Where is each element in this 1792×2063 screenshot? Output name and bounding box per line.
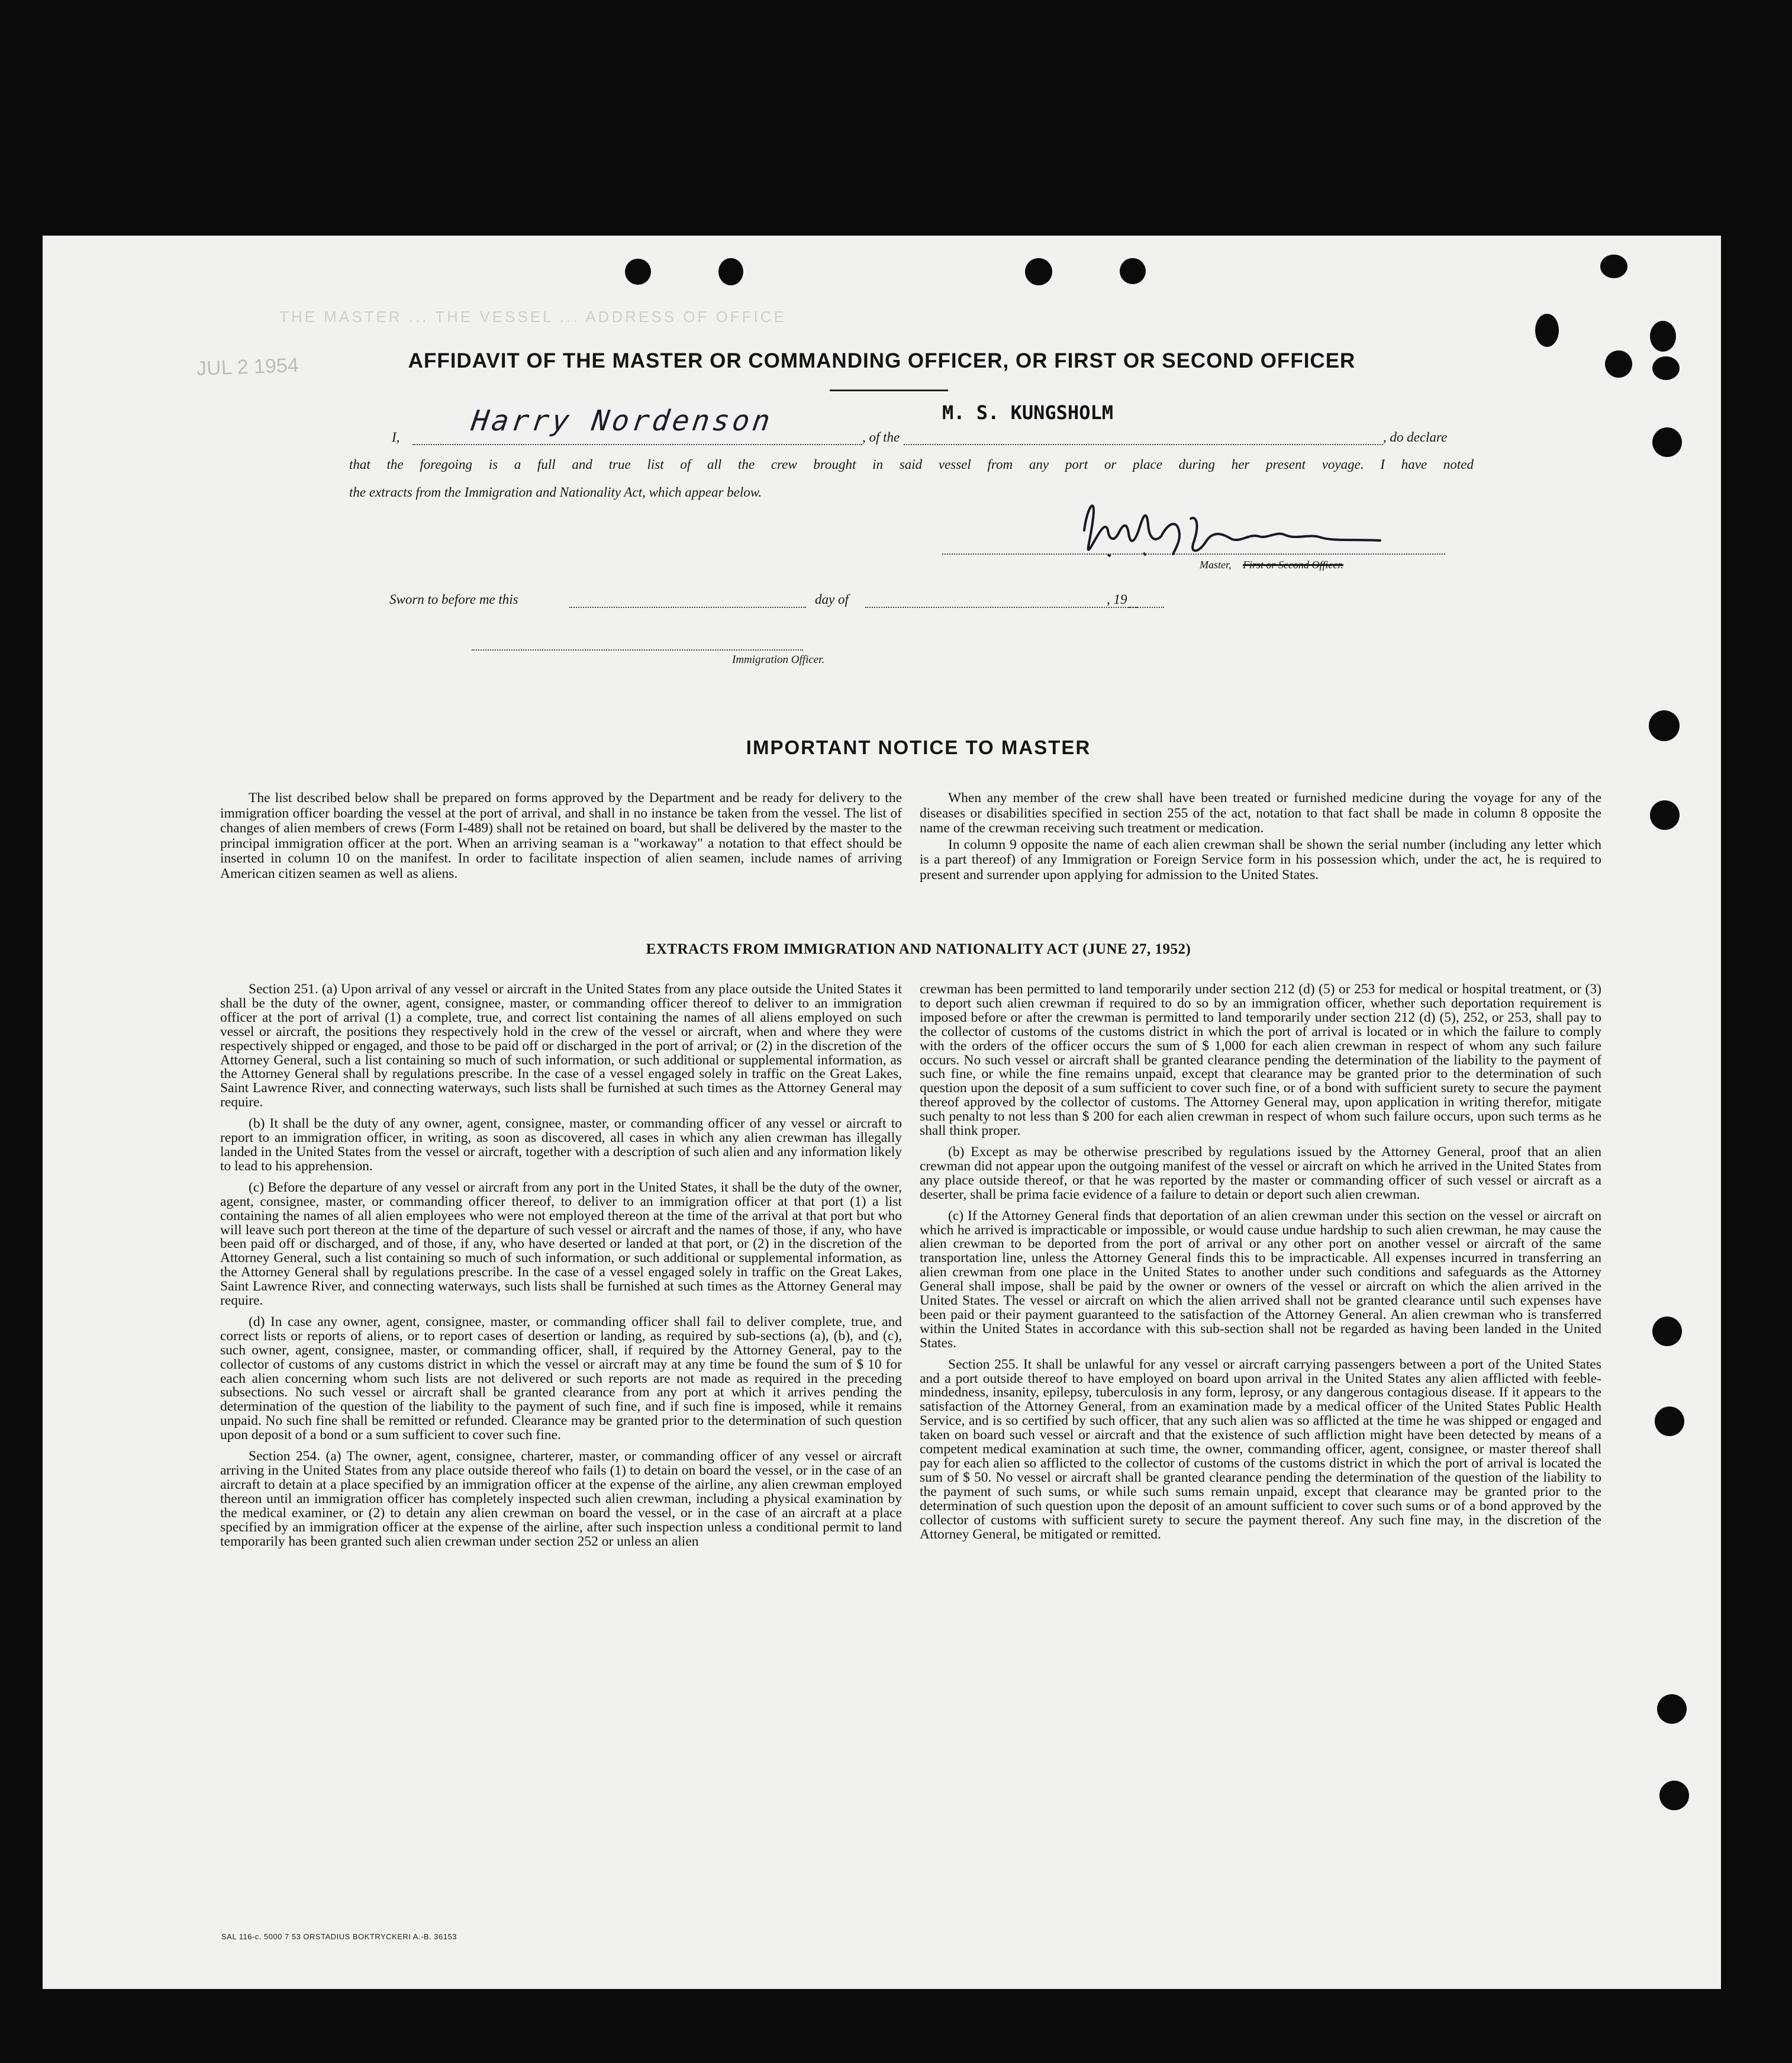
- section-251-c: (c) Before the departure of any vessel or aircraft from any port in the United States, it shall be the duty of the owner, agent, consignee, master, or commanding officer thereof, to deliver to an immigration officer at that port (1) a list containing the names of all alien employees who were not employed thereon at the time of the arrival at that port but who will leave such port thereon at the time of the departure of such vessel or aircraft and the names of those, if any, who have been paid off or discharged, and of those, if any, who have deserted or landed at that port, or (2) in the discretion of the Attorney General, such a list containing so much of such information, or such additional or supplemental information, as the Attorney General shall by regulations prescribe. In the case of a vessel engaged solely in traffic on the Great Lakes, Saint Lawrence River, and connecting waterways, such lists shall be furnished at such times as the Attorney General may require.: [220, 1179, 902, 1309]
- punch-hole: [1025, 258, 1052, 285]
- punch-hole: [1652, 356, 1680, 380]
- form-code-footer: SAL 116-c. 5000 7 53 ORSTADIUS BOKTRYCKERI A.-B. 36153: [221, 1932, 457, 1941]
- punch-hole: [1535, 314, 1559, 347]
- notice-right-paragraphs: [920, 791, 1601, 890]
- section-251-b: (b) It shall be the duty of any owner, agent, consignee, master, or commanding officer of any vessel or aircraft to report to an immigration officer, in writing, as soon as discovered, all cases in which any alien crewman has illegally landed in the United States from the vessel or aircraft, together with a description of such alien and any information likely to lead to his apprehension.: [220, 1116, 902, 1174]
- section-251-d: (d) In case any owner, agent, consignee, master, or commanding officer shall fail to deliver complete, true, and correct lists or reports of aliens, or to report cases of desertion or landing, as required by sub-sections (a), (b), and (c), such owner, agent, consignee, master, or commanding officer, shall, if required by the Attorney General, pay to the collector of customs of any customs district in which the vessel or aircraft may at any time be found the sum of $ 10 for each alien concerning whom such lists are not delivered or such reports are not made as required in the preceding subsections. No such vessel or aircraft shall be granted clearance from any port at which it arrives pending the determination of the question of the liability to the payment of such fine, and if such fine is imposed, while it remains unpaid. No such fine shall be remitted or refunded. Clearance may be granted prior to the determination of such question upon deposit of a bond or a sum sufficient to cover such fine.: [220, 1314, 902, 1443]
- of-the-text: , of the: [862, 430, 900, 445]
- notice-left-paragraph: [220, 791, 902, 889]
- punch-hole: [1649, 710, 1680, 741]
- declaration-line-3: the extracts from the Immigration and Nationality Act, which appear below.: [349, 485, 762, 500]
- vessel-name-line: [904, 444, 1383, 445]
- section-254-a: Section 254. (a) The owner, agent, consignee, charterer, master, or commanding officer of any vessel or aircraft arriving in the United States from any place outside thereof who fails (1) to detain on board the vessel, or in the case of an aircraft to detain at a place specified by an immigration officer at the expense of the airline, any alien crewman employed thereon until an immigration officer has completely inspected such alien crewman, including a physical examination by the medical examiner, or (2) to detain any alien crewman on board the vessel, or in the case of an aircraft at a place specified by an immigration officer at the expense of the airline, after such inspection unless a conditional permit to land temporarily has been granted such alien crewman under section 252 or unless an alien: [220, 1449, 902, 1549]
- punch-hole: [625, 259, 651, 285]
- punch-hole: [1650, 321, 1676, 352]
- day-of-text: day of: [815, 592, 849, 607]
- notice-left-text: The list described below shall be prepared on forms approved by the Department and be ready for delivery to the immigration officer boarding the vessel at the port of arrival, and shall in no instance be taken from the vessel. The list of changes of alien members of crews (Form I-489) shall not be retained on board, but shall be delivered by the master to the principal immigration officer at the port. When an arriving seaman is a "workaway" a notation to that effect should be inserted in column 10 on the manifest. In order to facilitate inspection of alien seamen, include names of arriving American citizen seamen as well as aliens.: [220, 790, 902, 881]
- punch-hole: [1600, 255, 1627, 278]
- section-255: Section 255. It shall be unlawful for any vessel or aircraft carrying passengers between a port of the United States and a port outside thereof to have employed on board upon arrival in the United States any alien afflicted with feeble-mindedness, insanity, epilepsy, tuberculosis in any form, leprosy, or any dangerous contagious disease. If it appears to the satisfaction of the Attorney General, from an examination made by a medical officer of the United States Public Health Service, and is so certified by such officer, that any such alien was so afflicted at the time he was shipped or engaged and taken on board such vessel or aircraft and that the existence of such affliction might have been detected by means of a competent medical examination at such time, the owner, commanding officer, agent, consignee, or master thereof shall pay for each alien so afflicted to the collector of customs of the customs district in which the port of arrival is located the sum of $ 50. No vessel or aircraft shall be granted clearance pending the determination of the question of the liability to the payment of such sums, or while such sums remain unpaid, except that clearance may be granted prior to the determination of such question upon the deposit of an amount sufficient to cover such sums or of a bond approved by the collector of customs with sufficient surety to secure the payment thereof. Any such fine may, in the discretion of the Attorney General, be mitigated or remitted.: [920, 1356, 1601, 1542]
- extracts-right-column: [920, 983, 1601, 1549]
- punch-hole: [1650, 800, 1680, 830]
- officer-label: Immigration Officer.: [732, 654, 825, 666]
- notice-heading: IMPORTANT NOTICE TO MASTER: [746, 736, 1091, 758]
- sworn-prefix: Sworn to before me this: [389, 592, 518, 607]
- vessel-name: M. S. KUNGSHOLM: [942, 401, 1113, 424]
- extracts-heading: EXTRACTS FROM IMMIGRATION AND NATIONALITY ACT (JUNE 27, 1952): [646, 941, 1191, 957]
- punch-hole: [1655, 1407, 1684, 1436]
- extracts-left-column: [220, 983, 902, 1556]
- sworn-date-line: [569, 607, 806, 608]
- signature-line: [942, 553, 1445, 555]
- declarant-name-line: [412, 444, 862, 445]
- sworn-month-line: [865, 607, 1137, 608]
- section-254-c: (c) If the Attorney General finds that deportation of an alien crewman under this section on the vessel or aircraft on which he arrived is impracticable or impossible, or would cause undue hardship to such alien crewman, he may cause the alien crewman to be deported from the port of arrival or any other port on another vessel or aircraft of the same transportation line, unless the Attorney General finds this to be impracticable. All expenses incurred in transferring an alien crewman from one place in the United States to another under such conditions and safeguards as the Attorney General shall impose, shall be paid by the owner or owners of the vessel or aircraft on which the alien arrived in the United States. The vessel or aircraft on which the alien arrived shall not be granted clearance until such expenses have been paid or their payment guaranteed to the satisfaction of the Attorney General. An alien crewman who is transferred within the United States in accordance with this sub-section shall not be regarded as having been landed in the United States.: [920, 1208, 1601, 1351]
- punch-hole: [1657, 1694, 1687, 1724]
- document-page: [43, 236, 1721, 1989]
- officer-signature-line: [472, 649, 803, 651]
- declarant-prefix: I,: [392, 430, 400, 445]
- notice-right-text-1: When any member of the crew shall have been treated or furnished medicine during the voyage for any of the diseases or disabilities specified in section 255 of the act, notation to that fact shall be made in column 8 opposite the name of the crewman receiving such treatment or medication.: [920, 790, 1601, 836]
- affidavit-title: AFFIDAVIT OF THE MASTER OR COMMANDING OFFICER, OR FIRST OR SECOND OFFICER: [408, 349, 1356, 372]
- year-prefix: , 19: [1107, 592, 1127, 607]
- faded-header-text: THE MASTER ... THE VESSEL ... ADDRESS OF OFFICE: [279, 308, 787, 326]
- do-declare-text: , do declare: [1383, 430, 1448, 445]
- declarant-name: Harry Nordenson: [469, 404, 775, 437]
- sworn-year-line: [1129, 607, 1164, 608]
- title-divider: [830, 390, 948, 391]
- notice-right-text-2: In column 9 opposite the name of each alien crewman shall be shown the serial number (including any letter which is a part thereof) of any Immigration or Foreign Service form in his possession which, under the act, he is required to present and surrender upon applying for admission to the United States.: [920, 836, 1601, 883]
- faded-date-stamp: JUL 2 1954: [196, 353, 299, 381]
- punch-hole: [1652, 1317, 1682, 1346]
- punch-hole: [1652, 427, 1682, 457]
- punch-hole: [1605, 350, 1632, 378]
- signature-label-master: Master,: [1200, 559, 1232, 571]
- section-251-a: Section 251. (a) Upon arrival of any vessel or aircraft in the United States from any place outside the United States it shall be the duty of the owner, agent, consignee, master, or commanding officer thereof to deliver to an immigration officer at the port of arrival (1) a complete, true, and correct list containing the names of all aliens employed on such vessel or aircraft, the positions they respectively hold in the crew of the vessel or aircraft, when and where they were respectively shipped or engaged, and those to be paid off or discharged in the port of arrival; or (2) in the discretion of the Attorney General, such a list containing so much of such information, or such additional or supplemental information, as the Attorney General shall by regulations prescribe. In the case of a vessel engaged solely in traffic on the Great Lakes, Saint Lawrence River, and connecting waterways, such lists shall be furnished at such times as the Attorney General may require.: [220, 981, 902, 1111]
- punch-hole: [1659, 1781, 1689, 1810]
- declaration-line-2: that the foregoing is a full and true list of all the crew brought in said vessel from any port or place during her present voyage. I have noted: [349, 457, 1474, 472]
- section-254-a-continued: crewman has been permitted to land temporarily under section 212 (d) (5) or 253 for medical or hospital treatment, or (3) to deport such alien crewman if required to do so by an immigration officer, whether such deportation requirement is imposed before or after the crewman is permitted to land temporarily under section 212 (d) (5), 252, or 253, shall pay to the collector of customs of the customs district in which the port of arrival is located or in which the failure to comply with the orders of the officer occurs the sum of $ 1,000 for each alien crewman in respect of whom any such failure occurs. No such vessel or aircraft shall be granted clearance pending the determination of the liability to the payment of such fine, or while the fine remains unpaid, except that clearance may be granted prior to the determination of such question upon the deposit of a sum sufficient to cover such fine, or of a bond with sufficient surety to secure the payment thereof approved by the collector of customs. The Attorney General may, upon application in writing therefor, mitigate such penalty to not less than $ 200 for each alien crewman in respect of whom such failure occurs, upon such terms as he shall think proper.: [920, 981, 1601, 1139]
- punch-hole: [1120, 258, 1146, 284]
- section-254-b: (b) Except as may be otherwise prescribed by regulations issued by the Attorney General, proof that an alien crewman did not appear upon the outgoing manifest of the vessel or aircraft on which he arrived in the United States from any place outside thereof, or that he was reported by the master or commanding officer of such vessel or aircraft as a deserter, shall be prima facie evidence of a failure to detain or deport such alien crewman.: [920, 1144, 1601, 1202]
- master-signature: [1072, 483, 1404, 572]
- punch-hole: [718, 258, 743, 285]
- signature-label-struck: First or Second Officer.: [1243, 559, 1343, 571]
